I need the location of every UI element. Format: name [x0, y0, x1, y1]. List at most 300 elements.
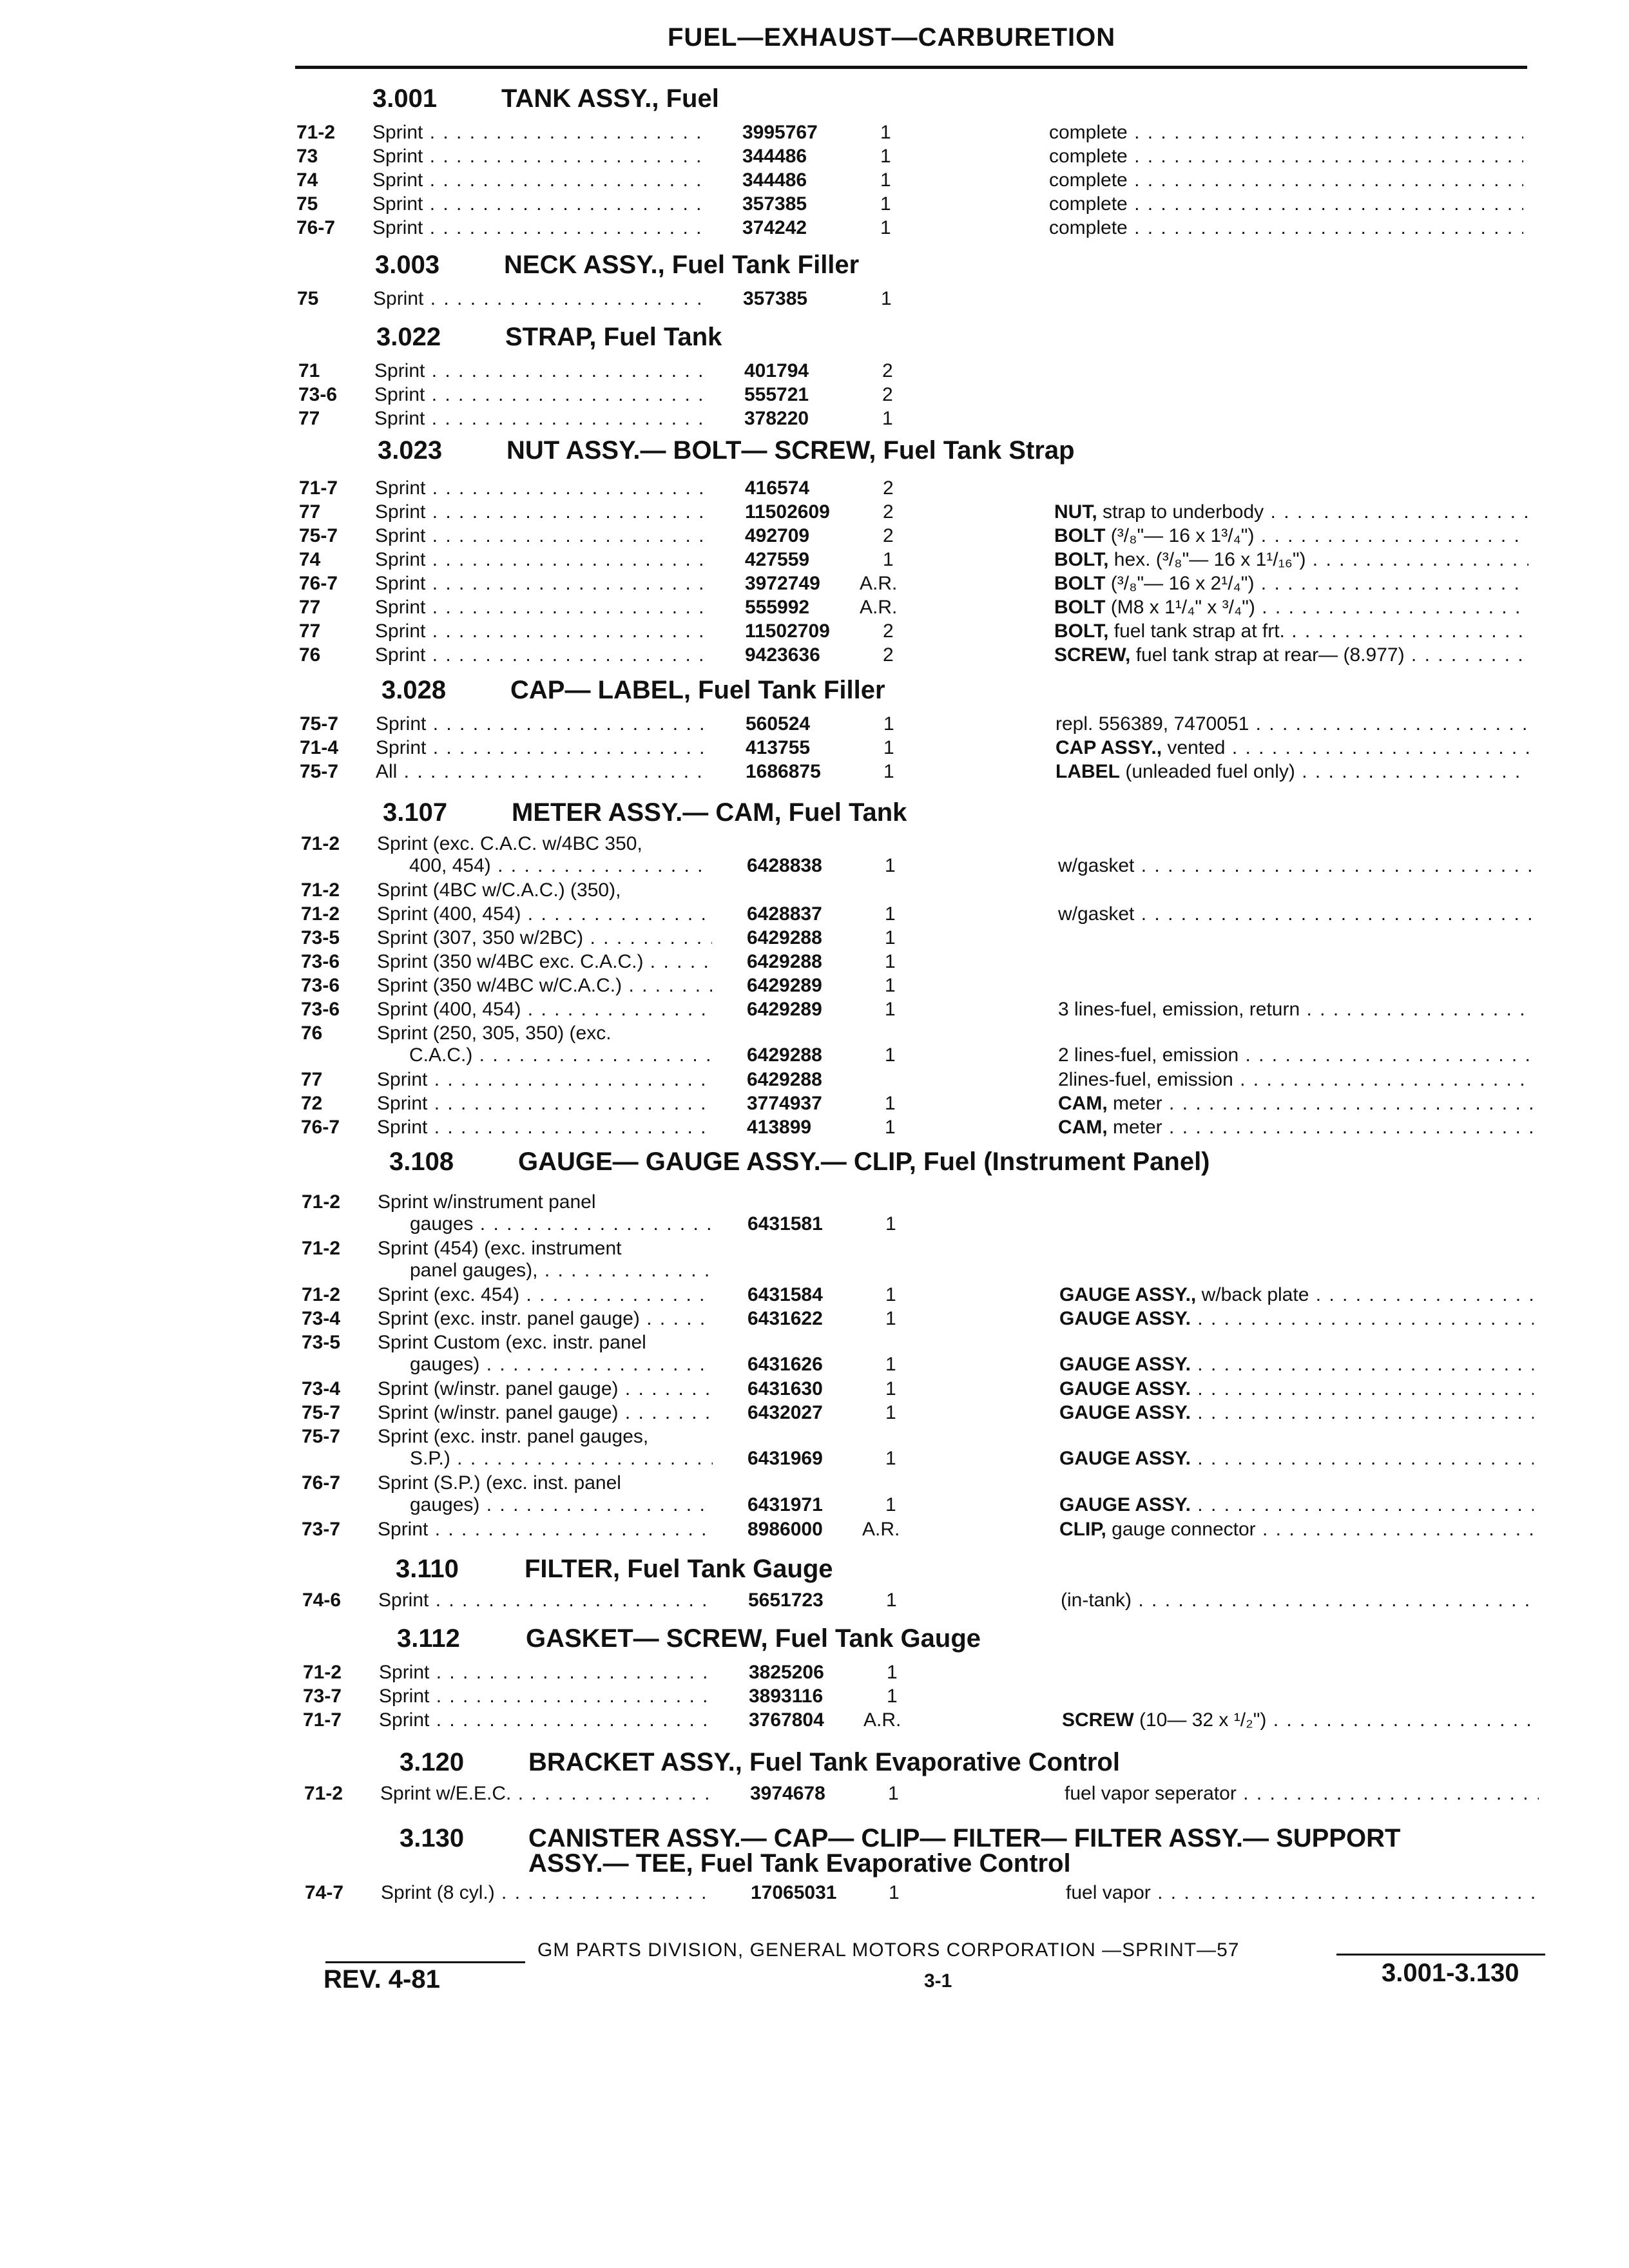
quantity: 1 — [881, 288, 892, 309]
model-year: 72 — [301, 1093, 323, 1114]
model-description: Sprint . . . — [374, 360, 709, 383]
part-note-text: complete — [1049, 169, 1128, 191]
part-note-text: fuel vapor seperator — [1065, 1783, 1237, 1804]
model-year: 75-7 — [299, 525, 338, 546]
section-heading — [378, 436, 1075, 465]
part-number: 555721 — [744, 384, 809, 405]
part-number: 6429288 — [747, 1069, 822, 1090]
part-row — [0, 1589, 1629, 1612]
model-year: 75-7 — [300, 713, 339, 735]
part-number: 378220 — [744, 408, 809, 429]
part-row — [0, 548, 1629, 572]
quantity: 1 — [880, 193, 891, 215]
part-number: 1686875 — [746, 761, 821, 782]
model-description: Sprint . . . — [374, 407, 709, 430]
section-number: 3.022 — [376, 323, 441, 351]
part-note — [1061, 1589, 1535, 1612]
part-note — [1049, 169, 1523, 192]
quantity: 1 — [885, 1117, 896, 1138]
part-note-text: meter — [1107, 1093, 1162, 1114]
quantity: 1 — [885, 975, 896, 996]
quantity: 2 — [883, 477, 894, 499]
part-note — [1049, 216, 1523, 240]
quantity: 2 — [883, 620, 894, 642]
quantity: 1 — [885, 1284, 896, 1305]
section-title: STRAP, Fuel Tank — [505, 323, 722, 351]
part-note-label: NUT, — [1054, 501, 1097, 523]
model-year: 71-2 — [301, 903, 340, 925]
part-note — [1059, 1283, 1534, 1307]
part-number: 6431630 — [747, 1378, 823, 1399]
model-description: Sprint . . . — [376, 736, 711, 760]
part-number: 401794 — [744, 360, 809, 381]
footer-revision: REV. 4-81 — [323, 1965, 440, 1994]
part-row — [0, 1331, 1629, 1375]
quantity: 1 — [885, 1213, 896, 1235]
section-heading — [389, 1147, 1210, 1177]
part-row — [0, 1378, 1629, 1401]
model-description: Sprint . . . — [377, 1116, 712, 1139]
part-row — [0, 644, 1629, 667]
model-year: 71-2 — [302, 1191, 341, 1213]
part-number: 11502709 — [745, 620, 830, 642]
footer-rule-left — [325, 1961, 525, 1963]
quantity: 2 — [882, 384, 893, 405]
quantity: 1 — [887, 1686, 898, 1707]
part-note-text: w/gasket — [1058, 855, 1135, 876]
part-note-label: SCREW — [1062, 1709, 1134, 1731]
part-note-label: BOLT — [1054, 597, 1106, 618]
part-note — [1049, 193, 1523, 216]
model-description: Sprint (exc. 454) . . . — [378, 1283, 713, 1307]
part-number: 3767804 — [749, 1709, 824, 1731]
section-number: 3.110 — [396, 1555, 459, 1583]
part-row — [0, 832, 1629, 876]
section-number: 3.130 — [400, 1824, 465, 1852]
model-description: Sprint . . . — [372, 145, 708, 168]
model-description: Sprint . . . — [375, 501, 710, 524]
part-note — [1058, 998, 1532, 1021]
part-note-text: hex. (³/₈"— 16 x 1¹/₁₆") — [1108, 549, 1306, 570]
model-year: 76-7 — [299, 573, 338, 594]
part-note — [1054, 572, 1528, 595]
quantity: 1 — [883, 761, 894, 782]
part-number: 6431584 — [747, 1284, 823, 1305]
section-heading — [376, 322, 722, 352]
part-note — [1059, 1353, 1534, 1376]
section-number: 3.108 — [389, 1148, 454, 1176]
model-year: 73-6 — [301, 975, 340, 996]
part-note — [1055, 760, 1530, 783]
part-row — [0, 903, 1629, 926]
part-row — [0, 524, 1629, 548]
part-number: 6431969 — [747, 1448, 823, 1469]
footer-rule-right — [1336, 1954, 1545, 1956]
part-number: 8986000 — [747, 1519, 823, 1540]
model-description: Sprint (w/instr. panel gauge) . . . — [378, 1401, 713, 1425]
part-note-text: repl. 556389, 7470051 — [1055, 713, 1249, 735]
part-number: 6431581 — [747, 1213, 823, 1235]
model-description: Sprint . . . — [378, 1589, 713, 1612]
part-note-text: fuel tank strap at frt. — [1108, 620, 1285, 642]
model-year: 71-7 — [303, 1709, 342, 1731]
quantity: 1 — [885, 1354, 896, 1375]
model-year: 73-5 — [301, 927, 340, 948]
part-note-text: (³/₈"— 16 x 1³/₄") — [1105, 525, 1255, 546]
part-number: 6429288 — [747, 1044, 822, 1066]
model-description: Sprint (w/instr. panel gauge) . . . — [378, 1378, 713, 1401]
part-note-text: (in-tank) — [1061, 1590, 1132, 1611]
section-title: METER ASSY.— CAM, Fuel Tank — [512, 798, 907, 827]
section-title: NECK ASSY., Fuel Tank Filler — [504, 251, 860, 279]
part-note — [1062, 1709, 1536, 1732]
part-row — [0, 1401, 1629, 1425]
model-description: Sprint (250, 305, 350) (exc. — [377, 1023, 612, 1044]
model-description: All . . . — [376, 760, 711, 783]
part-number: 416574 — [745, 477, 810, 499]
part-note-text: 2 lines-fuel, emission — [1058, 1044, 1239, 1066]
part-row — [0, 360, 1629, 383]
quantity: 1 — [885, 1093, 896, 1114]
quantity: A.R. — [863, 1709, 901, 1731]
quantity: 2 — [883, 644, 894, 666]
section-number: 3.107 — [383, 798, 448, 827]
part-note — [1059, 1378, 1534, 1401]
part-number: 3774937 — [747, 1093, 822, 1114]
quantity: A.R. — [862, 1519, 900, 1540]
part-row — [0, 1068, 1629, 1091]
part-row — [0, 145, 1629, 168]
model-year: 77 — [299, 501, 321, 523]
model-description: Sprint . . . — [378, 1518, 713, 1541]
part-note-label: GAUGE ASSY. — [1059, 1378, 1191, 1399]
model-year: 73 — [296, 146, 318, 167]
quantity: 1 — [886, 1590, 897, 1611]
part-row — [0, 1685, 1629, 1708]
model-year: 77 — [299, 620, 321, 642]
part-note-label: BOLT, — [1054, 549, 1109, 570]
section-heading — [396, 1554, 833, 1584]
part-number: 11502609 — [745, 501, 830, 523]
part-number: 492709 — [745, 525, 810, 546]
section-title: CANISTER ASSY.— CAP— CLIP— FILTER— FILTER ASSY.— SUPPORT — [528, 1824, 1401, 1852]
footer-publisher: GM PARTS DIVISION, GENERAL MOTORS CORPORATION —SPRINT—57 — [537, 1939, 1240, 1961]
part-note — [1059, 1518, 1534, 1541]
part-row — [0, 596, 1629, 619]
part-note — [1054, 524, 1528, 548]
part-row — [0, 950, 1629, 974]
model-year: 75-7 — [302, 1402, 341, 1423]
part-note-text: complete — [1049, 122, 1128, 143]
model-year: 71-4 — [300, 737, 339, 758]
part-number: 3893116 — [749, 1686, 824, 1707]
part-note — [1058, 1068, 1532, 1091]
model-year: 77 — [298, 408, 320, 429]
part-note-text: fuel tank strap at rear— (8.977) — [1130, 644, 1405, 666]
part-note — [1059, 1307, 1534, 1331]
model-description: Sprint (350 w/4BC w/C.A.C.) . . . — [377, 974, 712, 997]
quantity: 1 — [885, 951, 896, 972]
model-year: 77 — [299, 597, 321, 618]
quantity: 1 — [889, 1882, 900, 1903]
part-note-text: (unleaded fuel only) — [1120, 761, 1295, 782]
model-year: 74-6 — [302, 1590, 342, 1611]
model-year: 76-7 — [296, 217, 336, 238]
part-row — [0, 736, 1629, 760]
model-description-continued: gauges . . . — [410, 1213, 713, 1236]
model-description-continued: panel gauges), . . . — [410, 1259, 713, 1282]
part-note — [1054, 548, 1528, 572]
part-note — [1065, 1782, 1539, 1805]
section-title: CAP— LABEL, Fuel Tank Filler — [510, 676, 885, 704]
part-number: 9423636 — [745, 644, 820, 666]
model-year: 73-6 — [301, 999, 340, 1020]
part-note-label: GAUGE ASSY., — [1059, 1284, 1197, 1305]
part-number: 357385 — [742, 193, 807, 215]
section-title: NUT ASSY.— BOLT— SCREW, Fuel Tank Strap — [506, 436, 1075, 465]
quantity: 1 — [882, 408, 893, 429]
part-note-text: (³/₈"— 16 x 2¹/₄") — [1105, 573, 1255, 594]
part-note-text: meter — [1107, 1117, 1162, 1138]
part-row — [0, 169, 1629, 192]
quantity: 2 — [883, 525, 894, 546]
model-year: 76-7 — [301, 1117, 340, 1138]
section-title: GAUGE— GAUGE ASSY.— CLIP, Fuel (Instrument Panel) — [518, 1148, 1210, 1176]
part-note — [1054, 596, 1528, 619]
model-description: Sprint w/E.E.C. . . . — [380, 1782, 715, 1805]
part-row — [0, 1472, 1629, 1515]
section-title: FILTER, Fuel Tank Gauge — [525, 1555, 833, 1583]
part-row — [0, 1661, 1629, 1684]
section-heading — [372, 84, 719, 113]
model-year: 75-7 — [300, 761, 339, 782]
quantity: 1 — [883, 713, 894, 735]
part-row — [0, 1022, 1629, 1066]
part-row — [0, 998, 1629, 1021]
model-description: Sprint (exc. instr. panel gauge) . . . — [378, 1307, 713, 1331]
part-number: 3825206 — [749, 1662, 824, 1683]
model-description: Sprint . . . — [375, 572, 710, 595]
part-note-label: CAM, — [1058, 1117, 1108, 1138]
quantity: 1 — [885, 855, 896, 876]
part-row — [0, 1237, 1629, 1281]
part-note — [1058, 903, 1532, 926]
part-note-label: CAP ASSY., — [1055, 737, 1162, 758]
model-year: 75 — [296, 193, 318, 215]
quantity: 1 — [888, 1783, 899, 1804]
model-description: Sprint . . . — [375, 644, 710, 667]
quantity: 2 — [883, 501, 894, 523]
section-heading — [400, 1747, 1120, 1777]
quantity: 1 — [885, 1402, 896, 1423]
model-description: Sprint . . . — [374, 383, 709, 407]
section-number: 3.001 — [372, 84, 438, 113]
model-description: Sprint Custom (exc. instr. panel — [378, 1332, 646, 1353]
quantity: 1 — [885, 927, 896, 948]
part-number: 344486 — [742, 169, 807, 191]
model-year: 73-4 — [302, 1378, 341, 1399]
model-description: Sprint (4BC w/C.A.C.) (350), — [377, 879, 621, 901]
footer-page-number: 3-1 — [924, 1970, 952, 1992]
section-heading — [383, 798, 907, 827]
part-note-label: BOLT — [1054, 525, 1106, 546]
part-number: 6429289 — [747, 999, 822, 1020]
part-note-text: (10— 32 x ¹/₂") — [1133, 1709, 1267, 1731]
model-year: 71-2 — [303, 1662, 342, 1683]
part-note-label: GAUGE ASSY. — [1059, 1448, 1191, 1469]
part-row — [0, 974, 1629, 997]
section-number: 3.023 — [378, 436, 443, 465]
part-note-label: CLIP, — [1059, 1519, 1106, 1540]
model-year: 76 — [301, 1023, 323, 1044]
model-year: 74-7 — [305, 1882, 344, 1903]
model-description: Sprint . . . — [379, 1685, 714, 1708]
quantity: 1 — [880, 122, 891, 143]
part-number: 6431971 — [747, 1494, 823, 1515]
part-note-text: w/gasket — [1058, 903, 1135, 925]
part-row — [0, 383, 1629, 407]
quantity: 1 — [880, 217, 891, 238]
model-year: 73-4 — [302, 1308, 341, 1329]
model-year: 71-2 — [304, 1783, 343, 1804]
part-row — [0, 193, 1629, 216]
quantity: 1 — [885, 1378, 896, 1399]
model-year: 77 — [301, 1069, 323, 1090]
quantity: 1 — [885, 999, 896, 1020]
quantity: 1 — [885, 1044, 896, 1066]
model-description: Sprint (S.P.) (exc. inst. panel — [378, 1472, 621, 1494]
page-title: FUEL—EXHAUST—CARBURETION — [668, 23, 1116, 52]
part-note-label: GAUGE ASSY. — [1059, 1308, 1191, 1329]
quantity: 1 — [885, 1308, 896, 1329]
model-year: 74 — [299, 549, 321, 570]
quantity: 1 — [887, 1662, 898, 1683]
model-year: 76-7 — [302, 1472, 341, 1494]
model-year: 73-6 — [301, 951, 340, 972]
part-row — [0, 879, 1629, 902]
model-description-continued: 400, 454) . . . — [409, 854, 712, 878]
part-note — [1059, 1401, 1534, 1425]
part-number: 427559 — [745, 549, 810, 570]
model-year: 71 — [298, 360, 320, 381]
quantity: 1 — [885, 1448, 896, 1469]
part-row — [0, 1782, 1629, 1805]
part-note — [1054, 644, 1528, 667]
model-description: Sprint . . . — [373, 287, 708, 311]
section-title: TANK ASSY., Fuel — [501, 84, 719, 113]
part-note-label: CAM, — [1058, 1093, 1108, 1114]
part-row — [0, 1518, 1629, 1541]
part-note-text: complete — [1049, 193, 1128, 215]
part-number: 374242 — [742, 217, 807, 238]
section-number: 3.120 — [400, 1748, 465, 1776]
part-row — [0, 1307, 1629, 1331]
model-year: 71-2 — [301, 879, 340, 901]
part-note-label: GAUGE ASSY. — [1059, 1354, 1191, 1375]
model-description: Sprint . . . — [372, 121, 708, 144]
part-number: 413899 — [747, 1117, 812, 1138]
quantity: A.R. — [860, 597, 898, 618]
model-description-continued: C.A.C.) . . . — [409, 1044, 712, 1067]
part-row — [0, 760, 1629, 783]
part-number: 3995767 — [742, 122, 818, 143]
part-note — [1058, 1044, 1532, 1067]
section-heading — [397, 1624, 981, 1653]
part-number: 5651723 — [748, 1590, 824, 1611]
part-number: 6429288 — [747, 951, 822, 972]
model-year: 73-7 — [303, 1686, 342, 1707]
part-note — [1058, 854, 1532, 878]
quantity: 1 — [880, 146, 891, 167]
part-number: 3972749 — [745, 573, 820, 594]
section-heading — [381, 675, 885, 705]
part-note — [1059, 1447, 1534, 1470]
model-description: Sprint (400, 454) . . . — [377, 998, 712, 1021]
model-year: 71-2 — [302, 1238, 341, 1259]
section-title: BRACKET ASSY., Fuel Tank Evaporative Control — [528, 1748, 1120, 1776]
part-row — [0, 1191, 1629, 1235]
model-description: Sprint w/instrument panel — [378, 1191, 596, 1213]
part-row — [0, 713, 1629, 736]
part-note-text: (M8 x 1¹/₄" x ³/₄") — [1105, 597, 1255, 618]
part-note — [1058, 1092, 1532, 1115]
model-year: 73-7 — [302, 1519, 341, 1540]
part-number: 17065031 — [751, 1882, 837, 1903]
part-row — [0, 1283, 1629, 1307]
part-note-text: gauge connector — [1106, 1519, 1256, 1540]
part-row — [0, 1881, 1629, 1905]
model-description: Sprint . . . — [379, 1661, 714, 1684]
model-description: Sprint . . . — [377, 1092, 712, 1115]
quantity: 1 — [883, 737, 894, 758]
part-note-text: w/back plate — [1196, 1284, 1309, 1305]
model-description: Sprint (exc. C.A.C. w/4BC 350, — [377, 833, 642, 854]
model-description: Sprint . . . — [376, 713, 711, 736]
quantity: 1 — [885, 903, 896, 925]
part-number: 560524 — [746, 713, 811, 735]
quantity: 2 — [882, 360, 893, 381]
model-description: Sprint (350 w/4BC exc. C.A.C.) . . . — [377, 950, 712, 974]
model-description: Sprint (307, 350 w/2BC) . . . — [377, 927, 712, 950]
model-year: 71-2 — [302, 1284, 341, 1305]
part-note — [1055, 736, 1530, 760]
header-rule — [295, 66, 1527, 69]
part-number: 413755 — [746, 737, 811, 758]
section-title: GASKET— SCREW, Fuel Tank Gauge — [526, 1624, 981, 1653]
model-description: Sprint . . . — [375, 620, 710, 643]
footer-section-range: 3.001-3.130 — [1382, 1959, 1519, 1987]
part-note-text: complete — [1049, 217, 1128, 238]
section-title-continued: ASSY.— TEE, Fuel Tank Evaporative Control — [528, 1849, 1071, 1878]
part-note-label: GAUGE ASSY. — [1059, 1494, 1191, 1515]
model-description-continued: gauges) . . . — [410, 1353, 713, 1376]
part-note-text: complete — [1049, 146, 1128, 167]
part-row — [0, 407, 1629, 430]
part-note — [1066, 1881, 1540, 1905]
part-row — [0, 1116, 1629, 1139]
part-note-label: SCREW, — [1054, 644, 1131, 666]
model-year: 73-6 — [298, 384, 338, 405]
part-number: 6428837 — [747, 903, 822, 925]
model-year: 76 — [299, 644, 321, 666]
part-note — [1059, 1494, 1534, 1517]
part-number: 6431622 — [747, 1308, 823, 1329]
section-number: 3.003 — [375, 251, 440, 279]
section-heading — [375, 250, 859, 280]
part-row — [0, 572, 1629, 595]
section-number: 3.112 — [397, 1624, 460, 1653]
part-note — [1049, 145, 1523, 168]
